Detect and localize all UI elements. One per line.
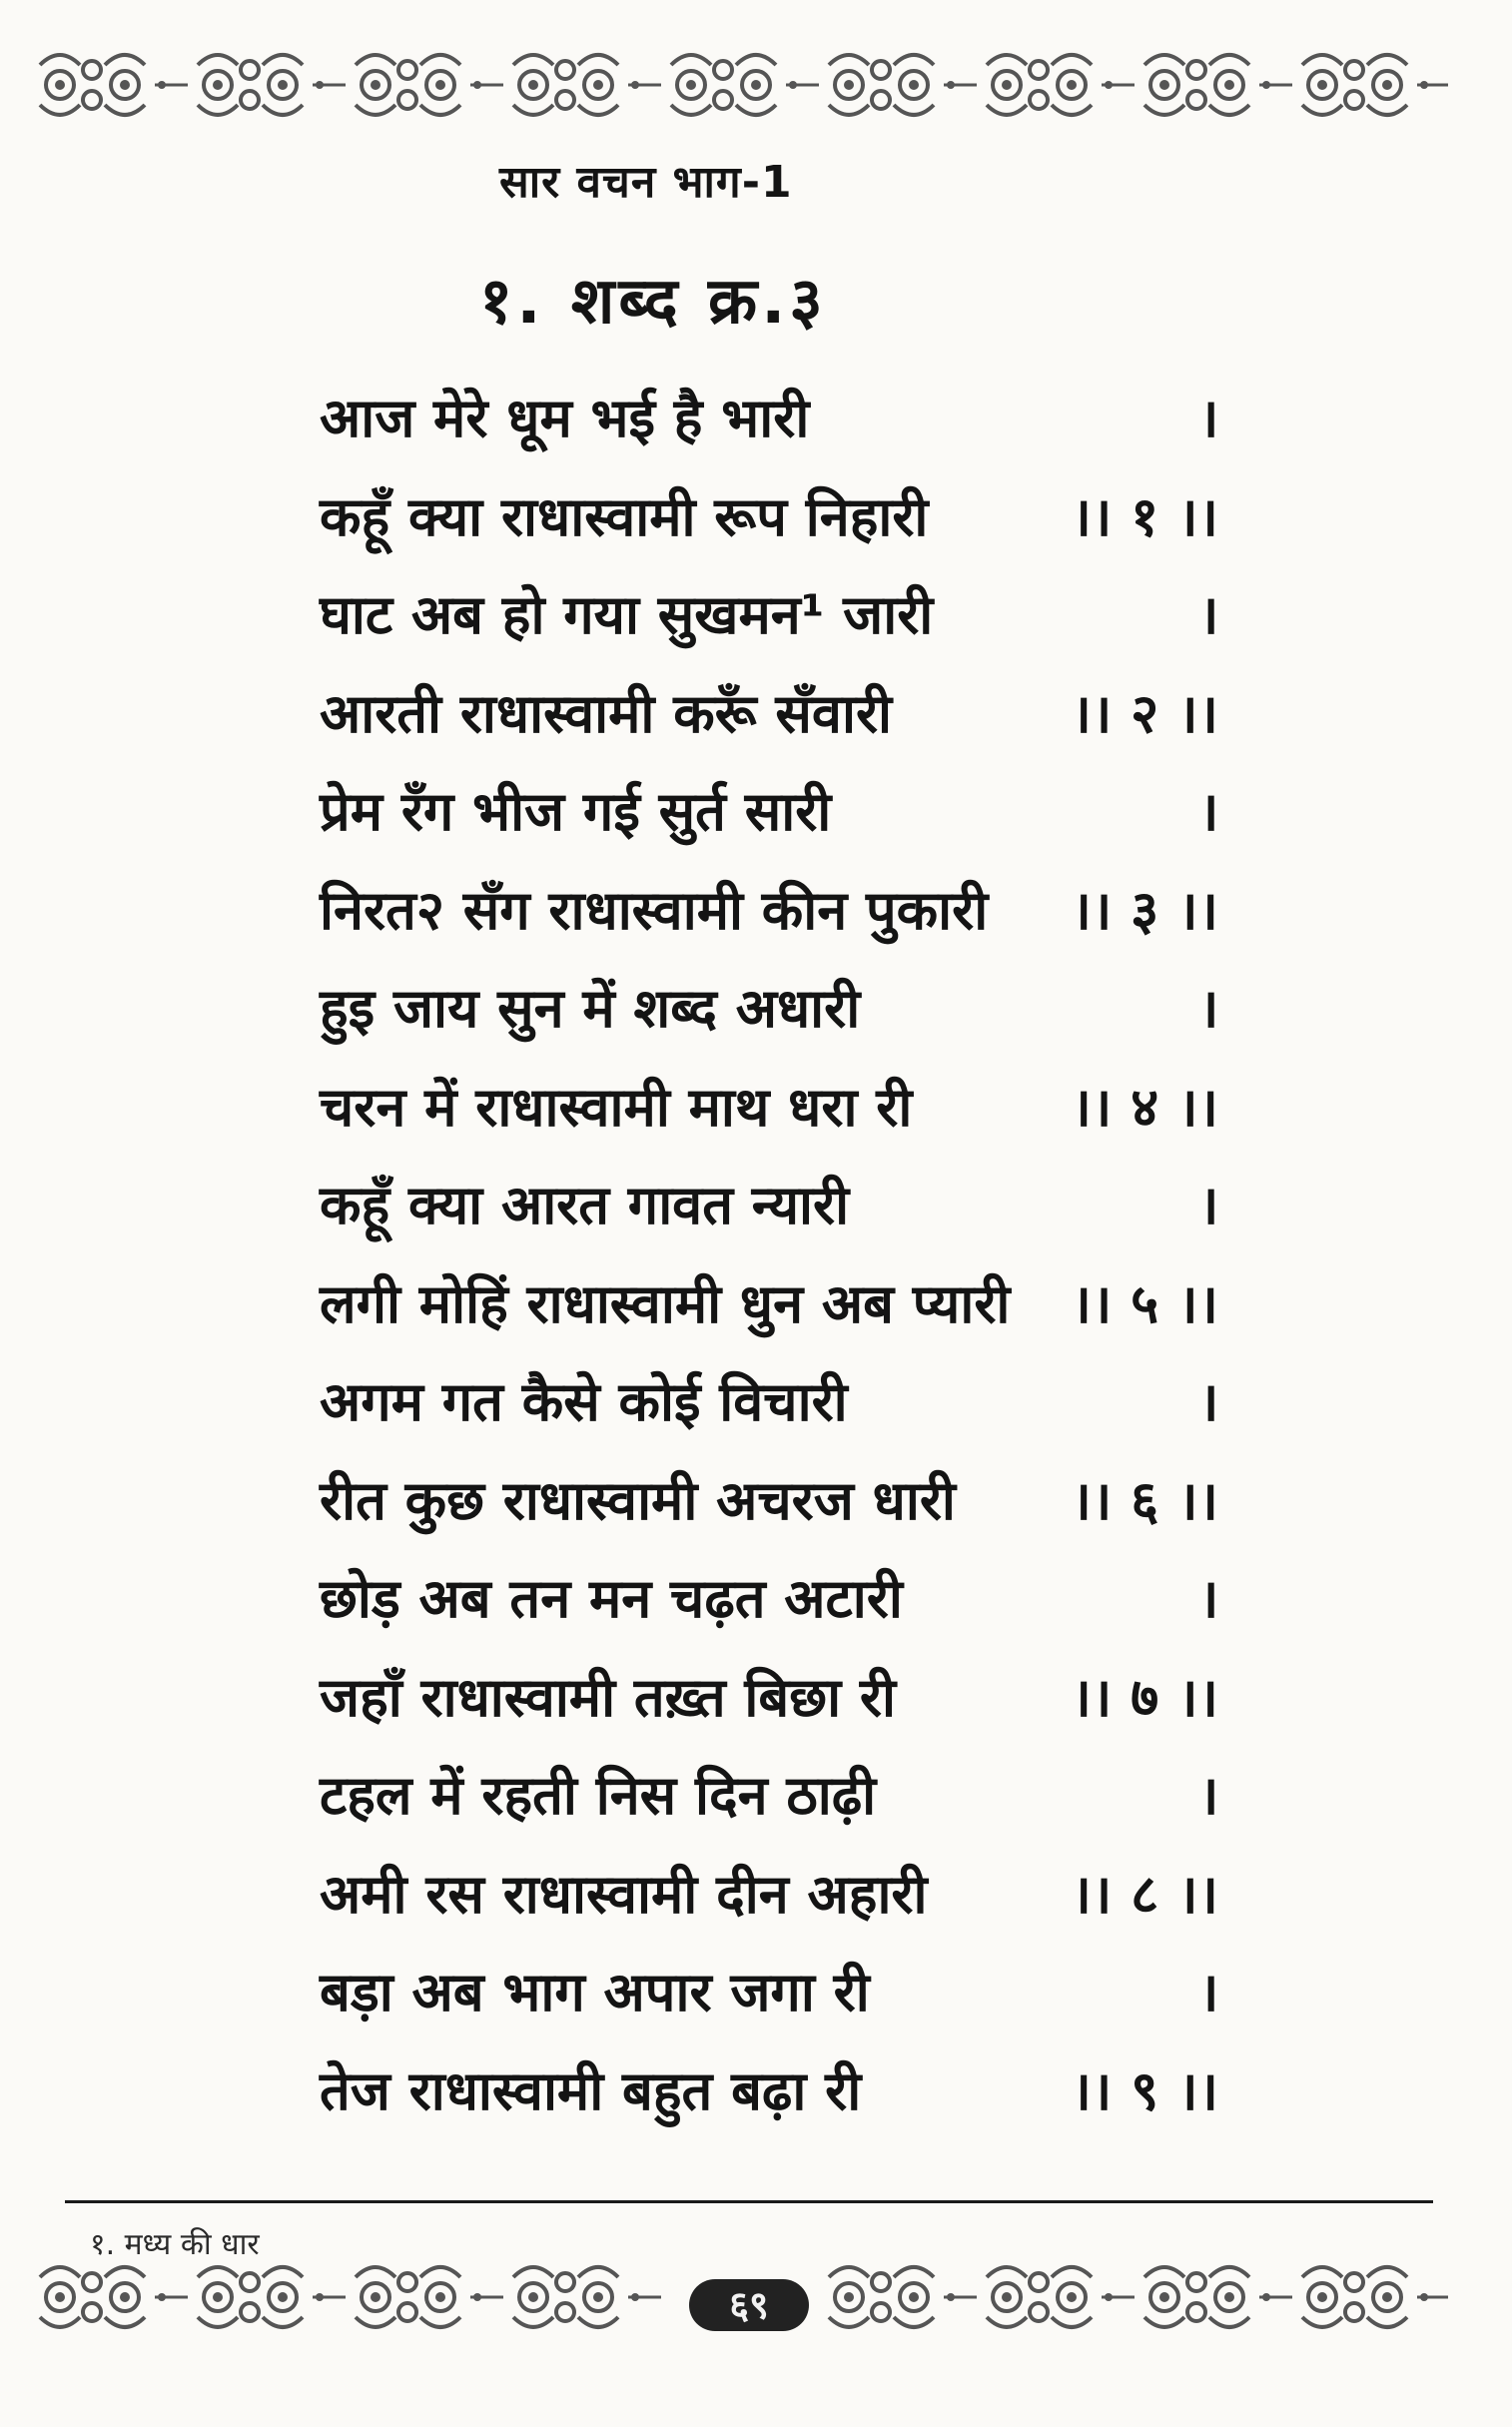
footnote: १. मध्य की धार [90,2227,260,2262]
verse-text: छोड़ अब तन मन चढ़त अटारी [320,1567,903,1630]
book-header: सार वचन भाग-1 [499,157,793,208]
verse-text: कहूँ क्या राधास्वामी रूप निहारी [320,484,929,548]
verse-marker: । [1198,1764,1219,1827]
verse-text: निरत२ सँग राधास्वामी कीन पुकारी [320,878,989,942]
verse-number: ।। ७ ।। [1071,1665,1218,1729]
verse-text: हुइ जाय सुन में शब्द अधारी [320,977,861,1040]
verse-text: टहल में रहती निस दिन ठाढ़ी [320,1764,877,1827]
verse-line [320,1157,1218,1255]
verse-line [320,1059,1218,1158]
verse-number: ।। १ ।। [1071,484,1218,548]
verse-line [320,960,1218,1059]
verse-line [320,763,1218,862]
verse-line [320,566,1218,665]
verse-list [320,370,1218,2140]
verse-number: ।। ५ ।। [1071,1271,1218,1335]
verse-line [320,1550,1218,1649]
verse-number: ।। ४ ।। [1071,1075,1218,1139]
verse-marker: । [1198,977,1219,1040]
verse-number: ।। ३ ।। [1071,878,1218,942]
verse-text: जहाँ राधास्वामी तख़्त बिछा री [320,1665,896,1729]
verse-line [320,1846,1218,1945]
verse-line [320,1452,1218,1551]
page-title: १. शब्द क्र.३ [479,265,827,339]
verse-text: आज मेरे धूम भई है भारी [320,387,810,449]
verse-number: ।। ९ ।। [1071,2058,1218,2122]
verse-number: ।। २ ।। [1071,681,1218,745]
verse-marker: । [1198,1370,1219,1433]
verse-line [320,1649,1218,1748]
verse-line [320,862,1218,961]
verse-text: अगम गत कैसे कोई विचारी [320,1370,848,1433]
verse-marker: । [1198,1174,1219,1236]
verse-line [320,1944,1218,2042]
verse-text: बड़ा अब भाग अपार जगा री [320,1961,870,2023]
footnote-divider [65,2200,1433,2203]
verse-text: अमी रस राधास्वामी दीन अहारी [320,1862,928,1926]
verse-line [320,1255,1218,1354]
verse-text: चरन में राधास्वामी माथ धरा री [320,1075,913,1139]
verse-line [320,665,1218,764]
verse-text: लगी मोहिं राधास्वामी धुन अब प्यारी [320,1271,1011,1335]
verse-line [320,2042,1218,2141]
verse-line [320,1353,1218,1452]
page-number: ६९ [689,2279,809,2331]
top-ornament-border [30,40,1448,130]
verse-marker: । [1198,780,1219,843]
verse-marker: । [1198,1961,1219,2023]
verse-marker: । [1198,1567,1219,1630]
verse-marker: । [1198,583,1219,646]
floral-border-icon [30,40,1448,130]
verse-line [320,370,1218,468]
verse-line [320,1747,1218,1846]
verse-text: रीत कुछ राधास्वामी अचरज धारी [320,1468,956,1532]
verse-text: प्रेम रँग भीज गई सुर्त सारी [320,780,832,843]
verse-number: ।। ६ ।। [1071,1468,1218,1532]
verse-text: कहूँ क्या आरत गावत न्यारी [320,1174,850,1236]
verse-text: घाट अब हो गया सुखमन¹ जारी [320,583,934,646]
verse-text: आरती राधास्वामी करूँ सँवारी [320,681,893,745]
verse-line [320,468,1218,567]
verse-marker: । [1198,387,1219,449]
verse-number: ।। ८ ।। [1071,1862,1218,1926]
verse-text: तेज राधास्वामी बहुत बढ़ा री [320,2058,862,2122]
